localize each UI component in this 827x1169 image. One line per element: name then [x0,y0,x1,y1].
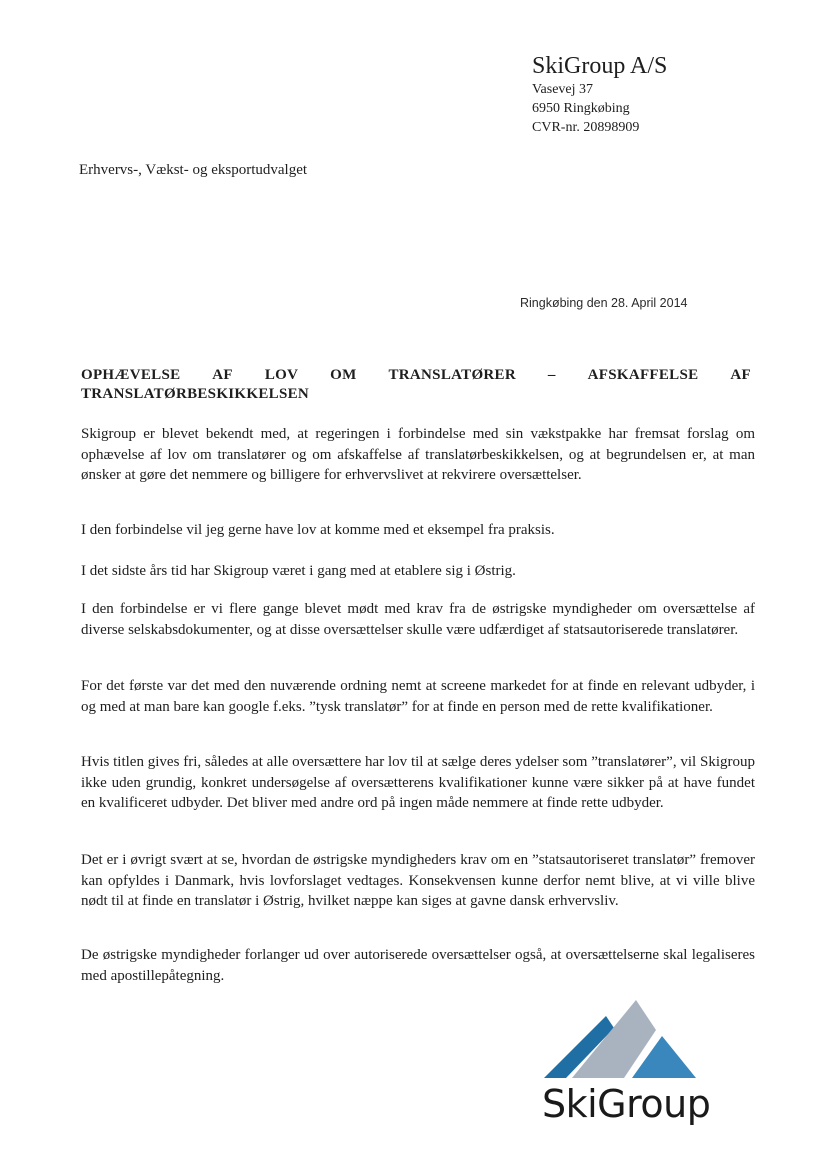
heading-line-2: TRANSLATØRBESKIKKELSEN [81,386,310,402]
heading-word: LOV [264,367,299,383]
heading-word: AF [212,367,233,383]
heading-line-1 [81,366,751,385]
letter-date: Ringkøbing den 28. April 2014 [520,296,688,310]
recipient: Erhvervs-, Vækst- og eksportudvalget [79,162,308,178]
paragraph-3: I det sidste års tid har Skigroup været i gang med at etablere sig i Østrig. [81,563,516,579]
sender-company: SkiGroup A/S [532,53,668,79]
letter-heading [81,366,751,404]
heading-word: – [547,367,556,383]
heading-word: AF [730,367,751,383]
heading-word: TRANSLATØRER [388,367,516,383]
heading-word: AFSKAFFELSE [587,367,699,383]
paragraph-2: I den forbindelse vil jeg gerne have lov at komme med et eksempel fra praksis. [81,522,555,538]
skigroup-logo [536,996,711,1126]
logo-wordmark: SkiGroup [542,1082,711,1126]
paragraph-5: For det første var det med den nuværende ordning nemt at screene markedet for at finde en relevant udbyder, i og med at man bare kan google f.eks. ”tysk translatør” for at finde en person med de rette kvalifikationer. [81,678,755,715]
sender-block [532,52,667,137]
paragraph-4: I den forbindelse er vi flere gange blevet mødt med krav fra de østrigske myndigheder om oversættelse af diverse selskabsdokumenter, og at disse oversættelser skulle være udfærdiget af statsautoriserede translatører. [81,601,755,638]
sender-city: 6950 Ringkøbing [532,101,630,116]
paragraph-6: Hvis titlen gives fri, således at alle oversættere har lov til at sælge deres ydelser som ”translatører”, vil Skigroup ikke uden grundig, konkret undersøgelse af oversætterens kvalifikationer kunne være sikker på at have fundet en kvalificeret udbyder. Det bliver med andre ord på ingen måde nemmere at finde rette udbyder. [81,754,755,811]
paragraph-1: Skigroup er blevet bekendt med, at regeringen i forbindelse med sin vækstpakke har fremsat forslag om ophævelse af lov om translatører og om afskaffelse af translatørbeskikkelsen, og at begrundelsen er, at man ønsker at gøre det nemmere og billigere for erhvervslivet at rekvirere oversættelser. [81,426,755,483]
paragraph-8: De østrigske myndigheder forlanger ud over autoriserede oversættelser også, at oversættelserne skal legaliseres med apostillepåtegning. [81,947,755,984]
heading-word: OPHÆVELSE [81,367,181,383]
mountain-logo-icon [536,996,700,1080]
sender-cvr: CVR-nr. 20898909 [532,120,640,135]
heading-word: OM [330,367,357,383]
sender-street: Vasevej 37 [532,82,594,97]
paragraph-7: Det er i øvrigt svært at se, hvordan de østrigske myndigheders krav om en ”statsautoriseret translatør” fremover kan opfyldes i Danmark, hvis lovforslaget vedtages. Konsekvensen kunne derfor nemt blive, at vi ville blive nødt til at finde en translatør i Østrig, hvilket næppe kan siges at gavne dansk erhvervsliv. [81,852,755,909]
